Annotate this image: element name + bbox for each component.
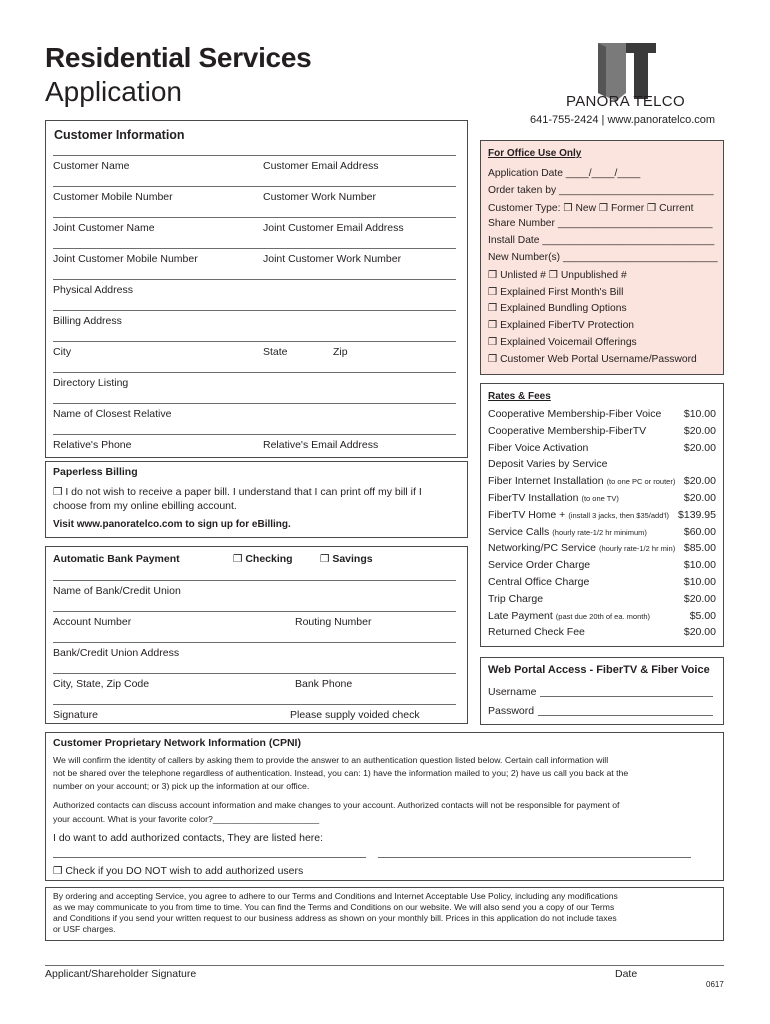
rate-price: $10.00 [683, 408, 716, 420]
directory-listing-field[interactable]: Directory Listing [53, 377, 129, 389]
brand-name: PANORA TELCO [566, 93, 685, 110]
voided-check-note: Please supply voided check [290, 709, 420, 721]
rate-price: $10.00 [683, 576, 716, 588]
no-authorized-users-checkbox[interactable]: ❒ Check if you DO NOT wish to add authorized users [53, 865, 304, 877]
cpni-paragraph-2-line-1: Authorized contacts can discuss account information and make changes to your account. Authorized contacts will not be responsible for payment of [53, 800, 620, 810]
authorized-contacts-label: I do want to add authorized contacts, They are listed here: [53, 832, 324, 844]
password-input[interactable] [538, 715, 713, 716]
cpni-paragraph-1-line-1: We will confirm the identity of callers by asking them to provide the answer to an authentication question listed below. Certain call information will [53, 755, 609, 765]
city-field[interactable]: City [53, 346, 72, 358]
office-item[interactable]: ❒ Explained FiberTV Protection [488, 320, 635, 332]
rate-price: $20.00 [683, 424, 716, 437]
rate-label [488, 408, 661, 420]
rate-label [488, 475, 675, 487]
physical-address-field[interactable]: Physical Address [53, 284, 133, 296]
paperless-text: choose from my online ebilling account. [53, 500, 237, 512]
routing-number-field[interactable]: Routing Number [295, 616, 372, 628]
office-item[interactable]: Install Date ______________________________ [488, 235, 715, 247]
rate-name: Fiber Internet Installation [488, 475, 604, 488]
rate-label [488, 542, 675, 554]
bank-phone-field[interactable]: Bank Phone [295, 678, 353, 690]
zip-field[interactable]: Zip [333, 346, 348, 358]
favorite-color-field[interactable]: your account. What is your favorite color?______________________ [53, 814, 320, 824]
rate-label [488, 458, 607, 470]
billing-address-field[interactable]: Billing Address [53, 315, 122, 327]
bank-payment-section [45, 546, 468, 724]
rate-label [488, 559, 590, 571]
terms-line-3: and Conditions if you send your written request to our business address as shown on your monthly bill. Prices in this application do not include taxes [53, 913, 617, 923]
customer-name-field[interactable]: Customer Name [53, 160, 130, 172]
customer-info-heading: Customer Information [54, 128, 185, 142]
bank-signature-field[interactable]: Signature [53, 709, 98, 721]
rate-name: Networking/PC Service [488, 542, 596, 555]
office-item[interactable]: Customer Type: ❒ New ❒ Former ❒ Current [488, 202, 694, 214]
rate-price: $20.00 [683, 475, 716, 488]
rate-label [488, 442, 588, 454]
ebilling-link[interactable]: Visit www.panoratelco.com to sign up for eBilling. [53, 519, 291, 530]
joint-work-field[interactable]: Joint Customer Work Number [263, 253, 402, 265]
web-portal-heading: Web Portal Access - FiberTV & Fiber Voice [488, 664, 710, 676]
office-item[interactable]: Order taken by ___________________________ [488, 184, 714, 196]
checking-checkbox[interactable]: ❒ Checking [233, 553, 293, 565]
office-item[interactable]: Share Number ___________________________ [488, 218, 713, 230]
office-item[interactable]: ❒ Explained Bundling Options [488, 303, 627, 315]
rate-label [488, 509, 669, 521]
relative-email-field[interactable]: Relative's Email Address [263, 439, 379, 451]
rate-note: (install 3 jacks, then $35/add'l) [568, 510, 669, 520]
cpni-heading: Customer Proprietary Network Information (CPNI) [53, 737, 301, 749]
bank-city-state-zip-field[interactable]: City, State, Zip Code [53, 678, 150, 690]
rate-price: $20.00 [683, 441, 716, 454]
contact-info: 641-755-2424 | www.panoratelco.com [530, 114, 716, 126]
office-item[interactable]: Application Date ____/____/____ [488, 168, 641, 179]
rate-note: (to one PC or router) [606, 477, 676, 487]
rate-label [488, 576, 589, 588]
rate-name: Deposit Varies by Service [488, 458, 608, 471]
form-code: 0617 [706, 980, 724, 989]
rate-label [488, 425, 646, 437]
username-label: Username [488, 686, 537, 698]
rate-price: $139.95 [678, 508, 716, 521]
office-item[interactable]: ❒ Unlisted # ❒ Unpublished # [488, 269, 627, 281]
rate-price: $20.00 [683, 626, 716, 639]
rate-note: (to one TV) [581, 494, 619, 503]
office-item[interactable]: New Number(s) ___________________________ [488, 252, 718, 263]
rate-note: (past due 20th of ea. month) [555, 611, 651, 621]
rate-price: $85.00 [683, 542, 716, 555]
paperless-heading: Paperless Billing [53, 466, 138, 478]
state-field[interactable]: State [263, 346, 288, 358]
bank-payment-heading: Automatic Bank Payment [53, 553, 180, 565]
rate-name: FiberTV Home + [488, 508, 566, 521]
terms-line-4: or USF charges. [53, 924, 116, 934]
rate-label [488, 526, 647, 538]
account-number-field[interactable]: Account Number [53, 616, 132, 628]
office-item[interactable]: ❒ Customer Web Portal Username/Password [488, 353, 697, 365]
rate-name: FiberTV Installation [488, 492, 579, 504]
rate-name: Returned Check Fee [488, 626, 585, 639]
relative-phone-field[interactable]: Relative's Phone [53, 439, 132, 451]
rate-name: Central Office Charge [488, 576, 590, 588]
page-title: Residential Services [45, 42, 312, 73]
savings-checkbox[interactable]: ❒ Savings [320, 553, 373, 565]
office-item[interactable]: ❒ Explained First Month's Bill [488, 286, 624, 298]
username-input[interactable] [540, 696, 713, 697]
applicant-signature-label: Applicant/Shareholder Signature [45, 968, 197, 980]
rate-name: Trip Charge [488, 592, 544, 605]
relative-name-field[interactable]: Name of Closest Relative [53, 408, 172, 420]
rate-price: $20.00 [683, 592, 716, 605]
customer-work-field[interactable]: Customer Work Number [263, 191, 376, 203]
rate-price: $20.00 [683, 492, 716, 504]
rate-label [488, 626, 585, 638]
joint-mobile-field[interactable]: Joint Customer Mobile Number [53, 253, 198, 265]
cpni-paragraph-1-line-3: number on your account; or 3) pick up the information at our office. [53, 781, 310, 791]
terms-line-2: as we may communicate to you from time to time. You can find the Terms and Conditions on our website. We will also send you a copy of our Terms [53, 902, 615, 912]
rate-name: Cooperative Membership-Fiber Voice [488, 408, 662, 420]
rate-name: Service Calls [488, 525, 550, 538]
rate-note: (hourly rate-1/2 hr min) [598, 544, 676, 554]
rate-price: $10.00 [683, 559, 716, 572]
password-label: Password [488, 705, 535, 717]
date-label: Date [615, 968, 638, 980]
rate-label [488, 492, 619, 504]
authorized-contact-2-input[interactable] [378, 857, 691, 858]
rate-price: $5.00 [689, 609, 716, 622]
rate-label [488, 610, 650, 622]
authorized-contact-1-input[interactable] [53, 857, 366, 858]
customer-email-field[interactable]: Customer Email Address [263, 160, 379, 172]
applicant-signature-input[interactable] [45, 965, 724, 966]
rates-heading: Rates & Fees [488, 391, 551, 402]
rate-note: (hourly rate-1/2 hr minimum) [552, 527, 647, 537]
rate-label [488, 593, 543, 605]
bank-name-field[interactable]: Name of Bank/Credit Union [53, 585, 181, 597]
rate-name: Fiber Voice Activation [488, 441, 589, 454]
joint-email-field[interactable]: Joint Customer Email Address [263, 222, 404, 234]
rate-price: $60.00 [683, 525, 716, 538]
office-item[interactable]: ❒ Explained Voicemail Offerings [488, 337, 637, 348]
office-use-heading: For Office Use Only [488, 148, 582, 159]
rate-name: Service Order Charge [488, 559, 591, 572]
page-subtitle: Application [45, 76, 182, 107]
paperless-checkbox[interactable]: ❒ I do not wish to receive a paper bill. I understand that I can print off my bill if I [53, 486, 422, 498]
rate-name: Late Payment [488, 609, 553, 622]
terms-line-1: By ordering and accepting Service, you agree to adhere to our Terms and Conditions and Internet Acceptable Use Policy, including any modifications [53, 891, 618, 901]
customer-mobile-field[interactable]: Customer Mobile Number [53, 191, 173, 203]
cpni-paragraph-1-line-2: not be shared over the telephone regardless of authentication. Instead, you can: 1) have the information mailed to you; 2) have us call you back at the [53, 768, 629, 778]
joint-name-field[interactable]: Joint Customer Name [53, 222, 155, 234]
bank-address-field[interactable]: Bank/Credit Union Address [53, 647, 180, 659]
rate-name: Cooperative Membership-FiberTV [488, 424, 647, 437]
